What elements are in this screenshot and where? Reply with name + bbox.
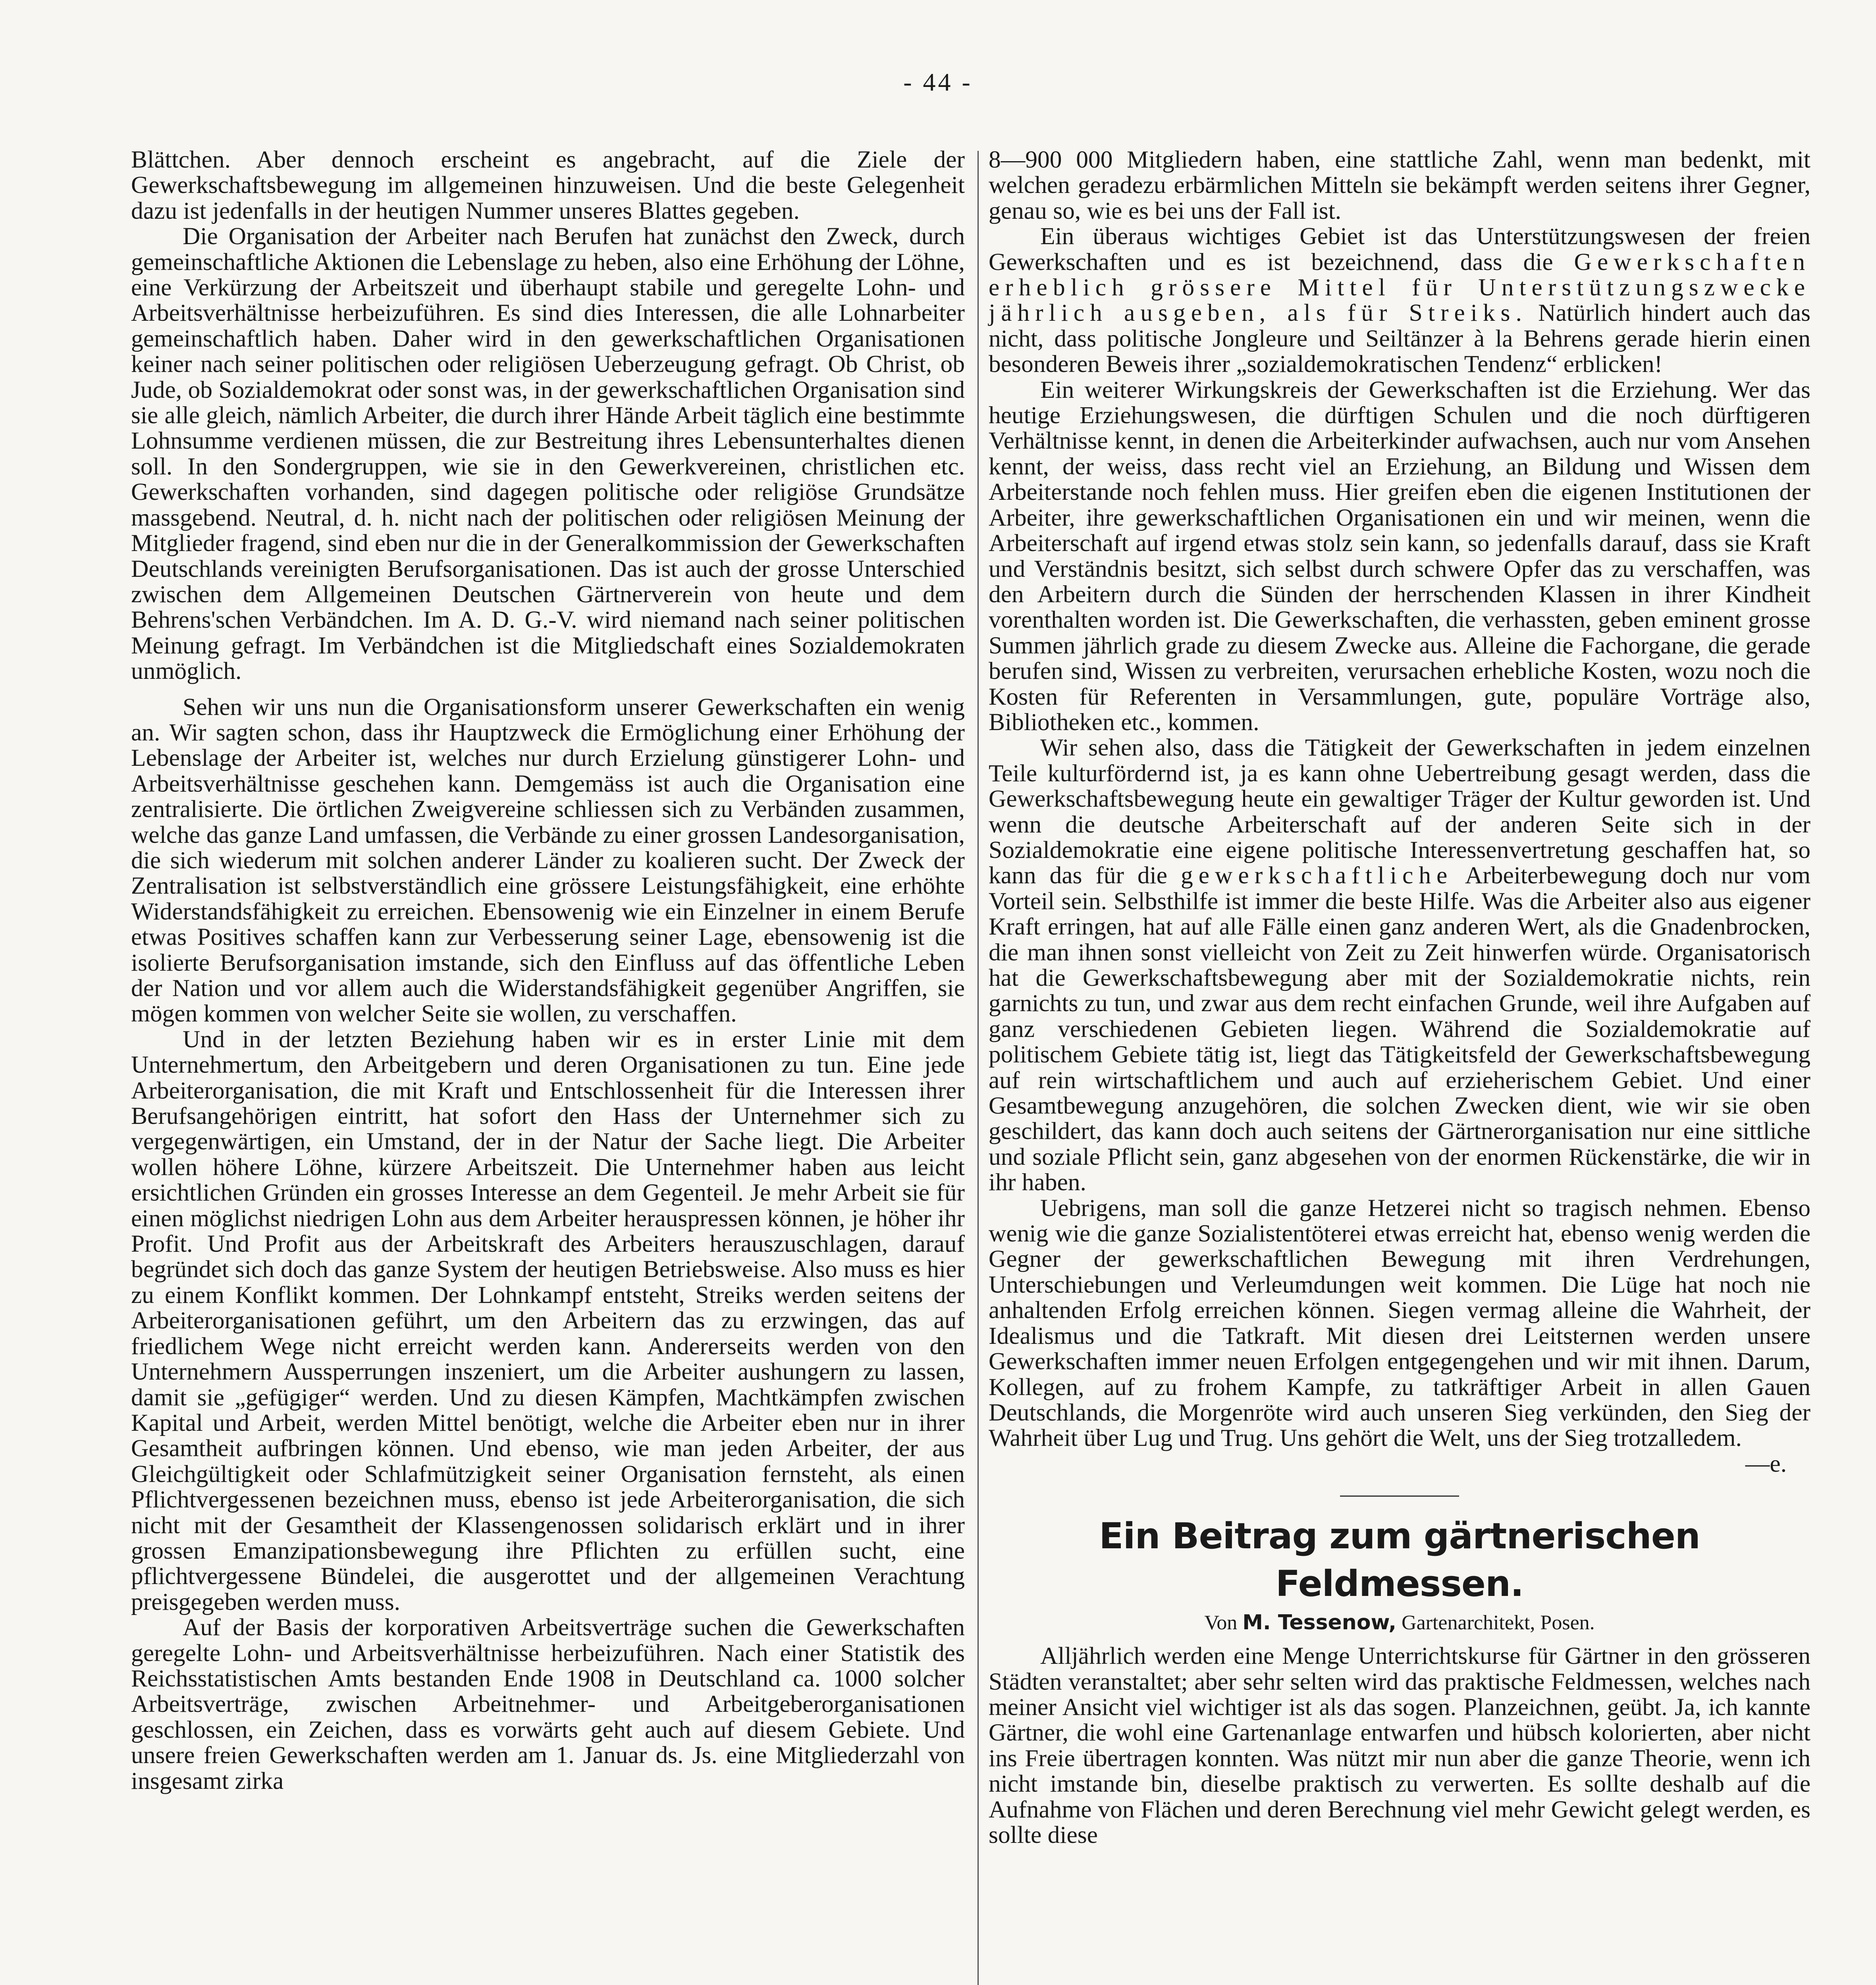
paragraph xyxy=(989,735,1810,1195)
byline-suffix: Gartenarchitekt, Posen. xyxy=(1402,1611,1595,1634)
emphasized-text: gewerkschaftliche xyxy=(1180,862,1453,889)
paragraph: Die Organisation der Arbeiter nach Berufen hat zunächst den Zweck, durch gemeinschaftliche Aktionen die Lebenslage zu heben, also eine Erhöhung der Löhne, eine Verkürzung der Arbeitszeit und überhaupt stabile und geregelte Lohn- und Arbeitsverhältnisse herbeizuführen. Es sind dies Interessen, die alle Lohnarbeiter gemeinschaftlich haben. Daher wird in den gewerkschaftlichen Organisationen keiner nach seiner politischen oder religiösen Ueberzeugung gefragt. Ob Christ, ob Jude, ob Sozialdemokrat oder sonst was, in der gewerkschaftlichen Organisation sind sie alle gleich, nämlich Arbeiter, die durch ihrer Hände Arbeit täglich eine bestimmte Lohnsumme verdienen müssen, die zur Bestreitung ihres Lebensunterhaltes dienen soll. In den Sondergruppen, wie sie in den Gewerkvereinen, christlichen etc. Gewerkschaften vorhanden, sind dagegen politische oder religiöse Grundsätze massgebend. Neutral, d. h. nicht nach der politischen oder religiösen Meinung der Mitglieder fragend, sind eben nur die in der Generalkommission der Gewerkschaften Deutschlands vereinigten Berufsorganisationen. Das ist auch der grosse Unterschied zwischen dem Allgemeinen Deutschen Gärtnerverein von heute und dem Behrens'schen Verbändchen. Im A. D. G.-V. wird niemand nach seiner politischen Meinung gefragt. Im Verbändchen ist die Mitgliedschaft eines Sozialdemokraten unmöglich. xyxy=(131,223,965,685)
paragraph-text: Wir sehen also, dass die Tätigkeit der Gewerkschaften in jedem einzelnen Teile kulturfördernd ist, ja es kann ohne Uebertreibung gesagt werden, dass die Gewerkschaftsbewegung heute ein gewaltiger Träger der Kultur geworden ist. Und wenn die deutsche Arbeiterschaft auf der anderen Seite sich in der Sozialdemokratie eine eigene politische Interessenvertretung geschaffen hat, so kann das für die xyxy=(989,734,1810,889)
paragraph-text: Arbeiterbewegung doch nur vom Vorteil sein. Selbsthilfe ist immer die beste Hilfe. Was die Arbeiter also aus eigener Kraft erringen, hat auf alle Fälle einen ganz anderen Wert, als die Gnadenbrocken, die man ihnen sonst vielleicht von Zeit zu Zeit hinwerfen würde. Organisatorisch hat die Gewerkschaftsbewegung aber mit der Sozialdemokratie nichts, rein garnichts zu tun, und zwar aus dem recht einfachen Grunde, weil ihre Aufgaben auf ganz verschiedenen Gebieten liegen. Während die Sozialdemokratie auf politischem Gebiete tätig ist, liegt das Tätigkeitsfeld der Gewerkschaftsbewegung auf rein wirtschaftlichem und auch auf erzieherischem Gebiet. Und einer Gesamtbewegung anzugehören, die solchen Zwecken dient, wie wir sie oben geschildert, das kann doch auch seitens der Gärtnerorganisation nur eine sittliche und soziale Pflicht sein, ganz abgesehen von der enormen Rückenstärke, die wir in ihr haben. xyxy=(989,862,1811,1196)
paragraph: Auf der Basis der korporativen Arbeitsverträge suchen die Gewerkschaften geregelte Lohn- und Arbeitsverhältnisse herbeizuführen. Nach einer Statistik des Reichsstatistischen Amts bestanden Ende 1908 in Deutschland ca. 1000 solcher Arbeitsverträge, zwischen Arbeitnehmer- und Arbeitgeberorganisationen geschlossen, ein Zeichen, dass es vorwärts geht auch auf diesem Gebiete. Und unsere freien Gewerkschaften werden am 1. Januar ds. Js. eine Mitgliederzahl von insgesamt zirka xyxy=(131,1614,965,1794)
paragraph: Alljährlich werden eine Menge Unterrichtskurse für Gärtner in den grösseren Städten veranstaltet; aber sehr selten wird das praktische Feldmessen, welches nach meiner Ansicht viel wichtiger ist als das sogen. Planzeichnen, geübt. Ja, ich kannte Gärtner, die wohl eine Gartenanlage entwarfen und hübsch kolorierten, aber nicht ins Freie übertragen konnten. Was nützt mir nun aber die ganze Theorie, wenn ich nicht imstande bin, dieselbe praktisch zu verwerten. Es sollte deshalb auf die Aufnahme von Flächen und deren Berechnung viel mehr Gewicht gelegt werden, es sollte diese xyxy=(989,1642,1810,1848)
column-divider xyxy=(978,151,979,1985)
byline-prefix: Von xyxy=(1204,1611,1238,1634)
left-column xyxy=(131,147,965,1794)
section-divider xyxy=(1340,1495,1459,1497)
emphasized-text: Gewerkschaften erheblich grössere Mittel für Unterstützungszwecke jährlich ausgeben, als für Streiks. xyxy=(989,248,1810,327)
article-title: Ein Beitrag zum gärtnerischen Feldmessen. xyxy=(1099,1515,1700,1605)
paragraph: 8—900 000 Mitgliedern haben, eine stattliche Zahl, wenn man bedenkt, mit welchen geradezu erbärmlichen Mitteln sie bekämpft werden seitens ihrer Gegner, genau so, wie es bei uns der Fall ist. xyxy=(989,146,1810,224)
paragraph: Blättchen. Aber dennoch erscheint es angebracht, auf die Ziele der Gewerkschaftsbewegung im allgemeinen hinzuweisen. Und die beste Gelegenheit dazu ist jedenfalls in der heutigen Nummer unseres Blattes gegeben. xyxy=(131,146,965,224)
paragraph-text: Natürlich hindert auch das nicht, dass politische Jongleure und Seiltänzer à la Behrens gerade hierin einen besonderen Beweis ihrer „sozialdemokratischen Tendenz“ erblicken! xyxy=(989,299,1810,378)
signature: —e. xyxy=(1745,1450,1787,1477)
right-column xyxy=(989,147,1810,1848)
paragraph xyxy=(989,224,1810,377)
paragraph: Uebrigens, man soll die ganze Hetzerei nicht so tragisch nehmen. Ebenso wenig wie die ganze Sozialistentöterei etwas erreicht hat, ebenso wenig werden die Gegner der gewerkschaftlichen Bewegung mit ihren Verdrehungen, Unterschiebungen und Verleumdungen weit kommen. Die Lüge hat noch nie anhaltenden Erfolg erreichen können. Siegen vermag alleine die Wahrheit, der Idealismus und die Tatkraft. Mit diesen drei Leitsternen werden unsere Gewerkschaften immer neuen Erfolgen entgegengehen und wir mit ihnen. Darum, Kollegen, auf zu frohem Kampfe, zu tatkräftiger Arbeit in allen Gauen Deutschlands, die Morgenröte wird auch unseren Sieg verkünden, den Sieg der Wahrheit über Lug und Trug. Uns gehört die Welt, uns der Sieg trotzalledem. xyxy=(989,1194,1810,1452)
paragraph-text: Ein überaus wichtiges Gebiet ist das Unterstützungswesen der freien Gewerkschaften und es ist bezeichnend, dass die xyxy=(989,223,1810,276)
paragraph: Ein weiterer Wirkungskreis der Gewerkschaften ist die Erziehung. Wer das heutige Erziehungswesen, die dürftigen Schulen und die noch dürftigeren Verhältnisse kennt, in denen die Arbeiterkinder aufwachsen, auch nur vom Ansehen kennt, der weiss, dass recht viel an Erziehung, an Bildung und Wissen dem Arbeiterstande noch fehlen muss. Hier greifen eben die eigenen Institutionen der Arbeiter, ihre gewerkschaftlichen Organisationen ein und wir meinen, wenn die Arbeiterschaft auf irgend etwas stolz sein kann, so jedenfalls darauf, dass sie Kraft und Verständnis besitzt, sich selbst durch schwere Opfer das zu verschaffen, was den Arbeitern durch die Sünden der herrschenden Klassen in ihrer Kindheit vorenthalten worden ist. Die Gewerkschaften, die verhassten, geben eminent grosse Summen jährlich grade zu diesem Zwecke aus. Alleine die Fachorgane, die gerade berufen sind, Wissen zu verbreiten, verursachen erhebliche Kosten, wozu noch die Kosten für Referenten in Versammlungen, gute, populäre Vorträge also, Bibliotheken etc., kommen. xyxy=(989,376,1810,736)
paragraph: Und in der letzten Beziehung haben wir es in erster Linie mit dem Unternehmertum, den Arbeitgebern und deren Organisationen zu tun. Eine jede Arbeiterorganisation, die mit Kraft und Entschlossenheit für die Interessen ihrer Berufsangehörigen eintritt, hat sofort den Hass der Unternehmer sich zu vergegenwärtigen, ein Umstand, der in der Natur der Sache liegt. Die Arbeiter wollen höhere Löhne, kürzere Arbeitszeit. Die Unternehmer haben aus leicht ersichtlichen Gründen ein grosses Interesse an dem Gegenteil. Je mehr Arbeit sie für einen möglichst niedrigen Lohn aus dem Arbeiter herauspressen können, je höher ihr Profit. Und Profit aus der Arbeitskraft des Arbeiters herauszuschlagen, darauf begründet sich doch das ganze System der heutigen Betriebsweise. Also muss es hier zu einem Konflikt kommen. Der Lohnkampf entsteht, Streiks werden seitens der Arbeiterorganisationen geführt, um den Arbeitern das zu erzwingen, das auf friedlichem Wege nicht erreicht werden kann. Andererseits werden von den Unternehmern Aussperrungen inszeniert, um die Arbeiter aushungern zu lassen, damit sie „gefügiger“ werden. Und zu diesen Kämpfen, Machtkämpfen zwischen Kapital und Arbeit, werden Mittel benötigt, welche die Arbeiter eben nur in ihrer Gesamtheit aufbringen können. Und ebenso, wie man jeden Arbeiter, der aus Gleichgültigkeit oder Schlafmützigkeit seiner Organisation fernsteht, als einen Pflichtvergessenen bezeichnen muss, ebenso ist jede Arbeiterorganisation, die sich nicht mit der Gesamtheit der Klassengenossen solidarisch erklärt und in ihrer grossen Emanzipationsbewegung ihre Pflichten zu erfüllen sucht, eine pflichtvergessene Bündelei, die ausgerottet und der allgemeinen Verachtung preisgegeben werden muss. xyxy=(131,1025,965,1615)
byline-author: M. Tessenow, xyxy=(1242,1611,1397,1635)
page-number: - 44 - xyxy=(903,68,973,96)
byline xyxy=(989,1608,1810,1638)
paragraph: Sehen wir uns nun die Organisationsform unserer Gewerkschaften ein wenig an. Wir sagten schon, dass ihr Hauptzweck die Ermöglichung einer Erhöhung der Lebenslage der Arbeiter ist, welches nur durch Erzielung günstigerer Lohn- und Arbeitsverhältnisse geschehen kann. Demgemäss ist auch die Organisation eine zentralisierte. Die örtlichen Zweigvereine schliessen sich zu Verbänden zusammen, welche das ganze Land umfassen, die Verbände zu einer grossen Landesorganisation, die sich wiederum mit solchen anderer Länder zu koalieren sucht. Der Zweck der Zentralisation ist selbstverständlich eine grössere Leistungsfähigkeit, eine erhöhte Widerstandsfähigkeit zu erreichen. Ebensowenig wie ein Einzelner in einem Berufe etwas Positives schaffen kann zur Verbesserung seiner Lage, ebensowenig ist die isolierte Berufsorganisation imstande, sich den Einfluss auf das öffentliche Leben der Nation und vor allem auch die Widerstandsfähigkeit gegenüber Angriffen, sie mögen kommen von welcher Seite sie wollen, zu verschaffen. xyxy=(131,693,965,1027)
